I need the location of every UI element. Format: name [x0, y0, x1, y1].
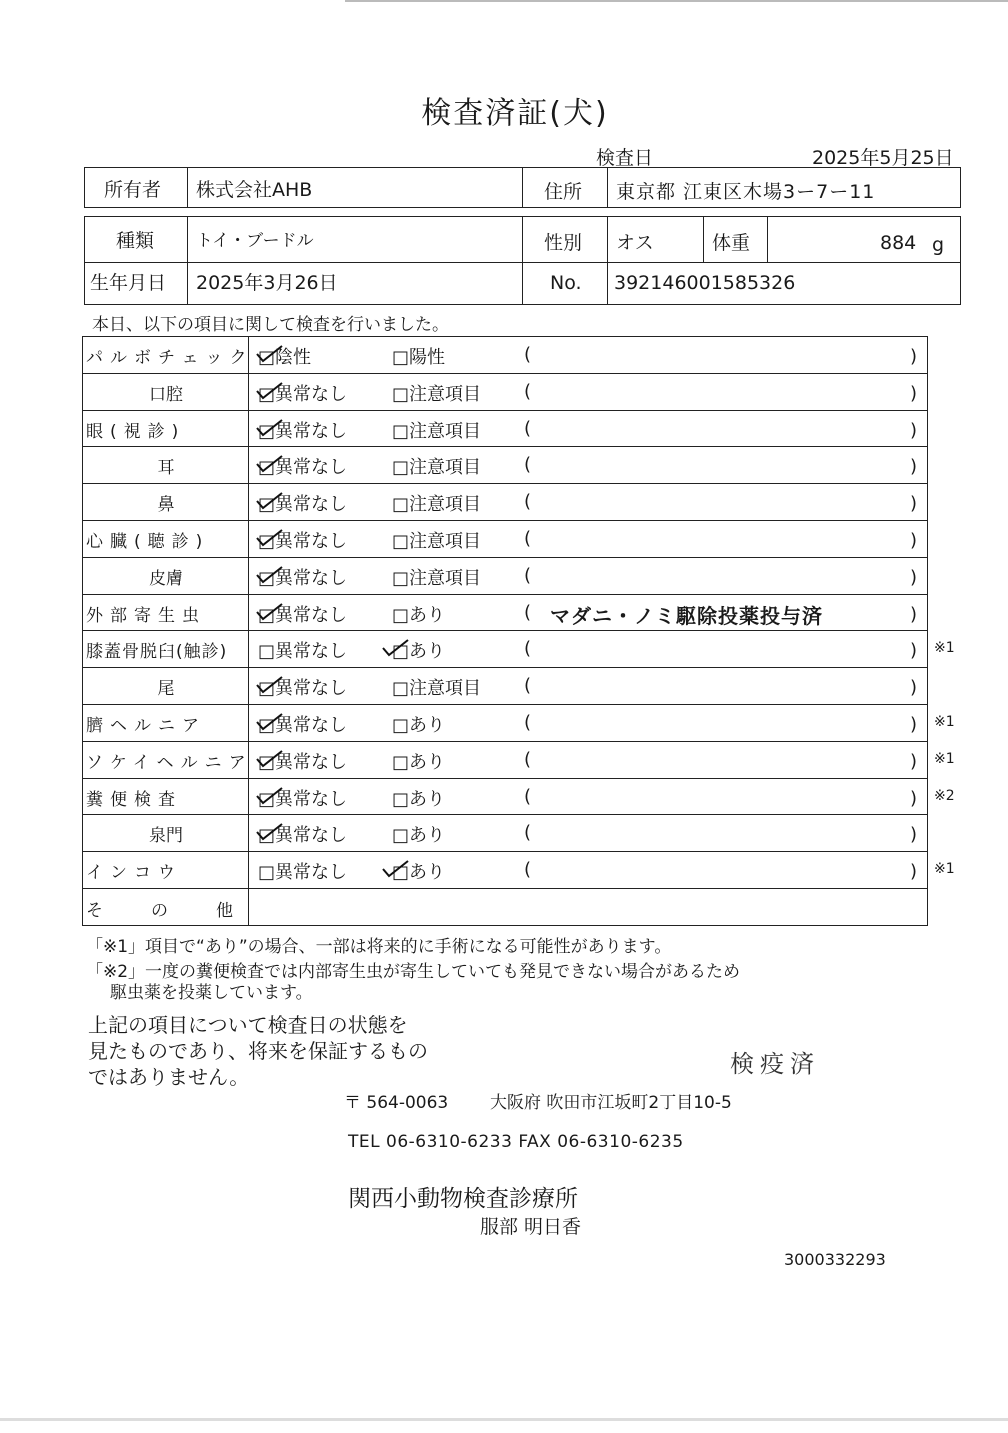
footnote-1: 「※1」項目で“あり”の場合、一部は将来的に手術になる可能性があります。	[86, 937, 672, 957]
row-label	[86, 748, 253, 773]
paren-close: )	[910, 493, 918, 515]
number-value: 392146001585326	[614, 272, 796, 294]
option-normal[interactable]: □異常なし	[258, 420, 348, 442]
option-normal[interactable]: □異常なし	[258, 531, 348, 552]
exam-date-value: 2025年5月25日	[812, 147, 954, 169]
table-row-divider	[82, 630, 928, 631]
checkmark-icon	[380, 857, 410, 879]
footnote-2a: 「※2」一度の糞便検査では内部寄生虫が寄生していても発見できない場合があるため	[86, 962, 741, 982]
postal-code: 〒 564-0063	[344, 1093, 449, 1113]
weight-label: 体重	[712, 232, 751, 254]
page-title: 検査済証(犬)	[421, 96, 609, 131]
paren-close: )	[910, 419, 918, 441]
intro-text: 本日、以下の項目に関して検査を行いました。	[92, 315, 449, 335]
checkmark-icon	[254, 526, 284, 548]
weight-value: 884	[880, 232, 917, 254]
row-label-text: 耳	[157, 458, 175, 479]
paren-open: (	[524, 675, 532, 697]
option-abnormal[interactable]: □注意項目	[392, 420, 482, 442]
row-label-text: 臍ヘルニア	[86, 716, 206, 736]
paren-close: )	[910, 640, 918, 662]
row-label-text: 眼(視診)	[86, 421, 186, 442]
row-label	[86, 527, 246, 552]
row-note: マダニ・ノミ駆除投薬投与済	[550, 603, 823, 628]
option-abnormal[interactable]: □あり	[392, 862, 446, 884]
row-label-text: パルボチェック	[86, 348, 254, 368]
footnote-mark: ※1	[934, 750, 955, 767]
paren-open: (	[524, 638, 532, 660]
row-label-text: 糞便検査	[86, 789, 182, 810]
table-row-divider	[82, 704, 928, 705]
footnote-mark: ※1	[934, 861, 955, 878]
row-label-text: 心臓(聴診)	[86, 532, 210, 552]
paren-close: )	[910, 714, 918, 735]
birth-label: 生年月日	[90, 272, 167, 294]
paren-close: )	[910, 382, 918, 404]
option-normal[interactable]: □異常なし	[258, 678, 348, 700]
doctor-name: 服部 明日香	[480, 1216, 582, 1238]
number-label: No.	[550, 272, 582, 294]
row-label	[86, 821, 246, 846]
row-label	[86, 785, 246, 810]
clinic-address: 大阪府 吹田市江坂町2丁目10-5	[490, 1093, 732, 1113]
row-label	[86, 490, 246, 515]
row-label-text: インコウ	[86, 863, 182, 884]
row-label	[86, 858, 246, 883]
paren-open: (	[524, 454, 532, 476]
option-abnormal[interactable]: □あり	[392, 825, 446, 847]
option-abnormal[interactable]: □あり	[392, 751, 446, 773]
option-normal[interactable]: □異常なし	[258, 715, 348, 736]
checkmark-icon	[254, 563, 284, 585]
option-normal[interactable]: □異常なし	[258, 383, 348, 405]
scan-edge-bottom	[0, 1418, 1008, 1421]
row-label	[86, 417, 246, 442]
clinic-name: 関西小動物検査診療所	[348, 1186, 578, 1212]
paren-open: (	[524, 785, 532, 807]
weight-unit: g	[932, 234, 945, 256]
row-label	[86, 343, 254, 368]
row-label	[86, 674, 246, 699]
row-label-text: 泉門	[149, 826, 183, 847]
sex-value: オス	[616, 232, 654, 254]
disclaimer-line-3: ではありません。	[88, 1065, 250, 1089]
checkmark-icon	[254, 784, 284, 806]
paren-open: (	[524, 859, 532, 881]
table-row-divider	[82, 446, 928, 447]
checkmark-icon	[254, 489, 284, 511]
checkmark-icon	[254, 416, 284, 438]
paren-close: )	[910, 346, 918, 367]
option-abnormal[interactable]: □注意項目	[392, 383, 482, 405]
option-normal[interactable]: □異常なし	[258, 457, 348, 479]
paren-close: )	[910, 566, 918, 588]
row-label	[86, 380, 246, 405]
paren-open: (	[524, 528, 532, 549]
option-abnormal[interactable]: □注意項目	[392, 678, 482, 700]
row-label-text: 膝蓋骨脱臼(触診)	[86, 642, 228, 663]
row-label-text: 鼻	[157, 495, 175, 516]
row-label	[86, 453, 246, 478]
paren-close: )	[910, 530, 918, 551]
paren-close: )	[910, 787, 918, 809]
row-label-text: 外部寄生虫	[86, 605, 206, 626]
checkmark-icon	[254, 673, 284, 695]
table-row-divider	[82, 594, 928, 595]
footnote-2b: 駆虫薬を投薬しています。	[110, 983, 313, 1003]
checkmark-icon	[254, 600, 284, 622]
paren-open: (	[524, 380, 532, 402]
sex-label: 性別	[544, 232, 583, 254]
row-label	[86, 711, 246, 736]
table-row-divider	[82, 410, 928, 411]
breed-label: 種類	[116, 230, 155, 252]
paren-open: (	[524, 417, 532, 439]
table-row-divider	[82, 557, 928, 558]
paren-close: )	[910, 603, 918, 625]
footnote-mark: ※1	[934, 640, 955, 657]
paren-open: (	[524, 822, 532, 844]
paren-close: )	[910, 456, 918, 478]
paren-open: (	[524, 712, 532, 733]
table-row-divider	[82, 778, 928, 779]
exam-date-label: 検査日	[596, 147, 654, 169]
row-label	[86, 637, 246, 662]
disclaimer-line-1: 上記の項目について検査日の状態を	[88, 1013, 408, 1037]
paren-open: (	[524, 344, 532, 365]
option-normal[interactable]: □異常なし	[258, 604, 348, 626]
owner-label: 所有者	[104, 179, 162, 201]
paren-close: )	[910, 861, 918, 883]
inspection-stamp: 検疫済	[730, 1050, 820, 1078]
birth-value: 2025年3月26日	[196, 272, 338, 294]
paren-close: )	[910, 677, 918, 699]
row-label-text: 尾	[157, 679, 175, 700]
table-row-divider	[82, 741, 928, 742]
option-abnormal[interactable]: □あり	[392, 788, 446, 810]
clinic-phone-fax: TEL 06-6310-6233 FAX 06-6310-6235	[348, 1132, 684, 1152]
table-row-divider	[82, 373, 928, 374]
option-normal[interactable]: □陰性	[258, 347, 312, 368]
table-row-divider	[82, 483, 928, 484]
owner-value: 株式会社AHB	[196, 179, 313, 201]
option-abnormal[interactable]: □あり	[392, 641, 446, 663]
option-abnormal[interactable]: □注意項目	[392, 457, 482, 479]
option-abnormal[interactable]: □注意項目	[392, 494, 482, 516]
paren-close: )	[910, 824, 918, 846]
option-abnormal[interactable]: □あり	[392, 715, 446, 736]
table-row-divider	[82, 667, 928, 668]
disclaimer-line-2: 見たものであり、将来を保証するもの	[88, 1039, 428, 1063]
checkmark-icon	[254, 379, 284, 401]
option-abnormal[interactable]: □陽性	[392, 347, 446, 368]
checkmark-icon	[254, 452, 284, 474]
checkmark-icon	[254, 342, 284, 364]
option-normal[interactable]: □異常なし	[258, 567, 348, 589]
option-abnormal[interactable]: □注意項目	[392, 531, 482, 552]
paren-close: )	[910, 750, 918, 772]
option-normal[interactable]: □異常なし	[258, 494, 348, 516]
paren-open: (	[524, 601, 532, 623]
scan-edge-top	[345, 0, 1008, 2]
table-row-divider	[82, 851, 928, 852]
address-label: 住所	[544, 181, 583, 203]
row-label	[86, 564, 246, 589]
option-abnormal[interactable]: □注意項目	[392, 567, 482, 589]
option-normal[interactable]: □異常なし	[258, 751, 348, 773]
document-number: 3000332293	[784, 1250, 886, 1269]
checkmark-icon	[380, 636, 410, 658]
footnote-mark: ※2	[934, 787, 955, 804]
option-normal[interactable]: □異常なし	[258, 788, 348, 810]
row-label-text: ソケイヘルニア	[86, 752, 253, 773]
row-label-text: 口腔	[149, 384, 183, 405]
option-abnormal[interactable]: □あり	[392, 604, 446, 626]
address-value: 東京都 江東区木場3ー7ー11	[616, 181, 876, 203]
checkmark-icon	[254, 710, 284, 732]
paren-open: (	[524, 491, 532, 513]
row-label-text: 皮膚	[149, 568, 183, 589]
row-label	[86, 601, 246, 626]
option-normal[interactable]: □異常なし	[258, 641, 348, 663]
footnote-mark: ※1	[934, 714, 955, 730]
option-normal[interactable]: □異常なし	[258, 825, 348, 847]
option-normal[interactable]: □異常なし	[258, 862, 348, 884]
table-row-divider	[82, 520, 928, 521]
table-row-divider	[82, 814, 928, 815]
checkmark-icon	[254, 820, 284, 842]
paren-open: (	[524, 748, 532, 770]
breed-value: トイ・ブードル	[196, 231, 314, 251]
other-label: その他	[86, 901, 281, 921]
paren-open: (	[524, 564, 532, 586]
checkmark-icon	[254, 747, 284, 769]
